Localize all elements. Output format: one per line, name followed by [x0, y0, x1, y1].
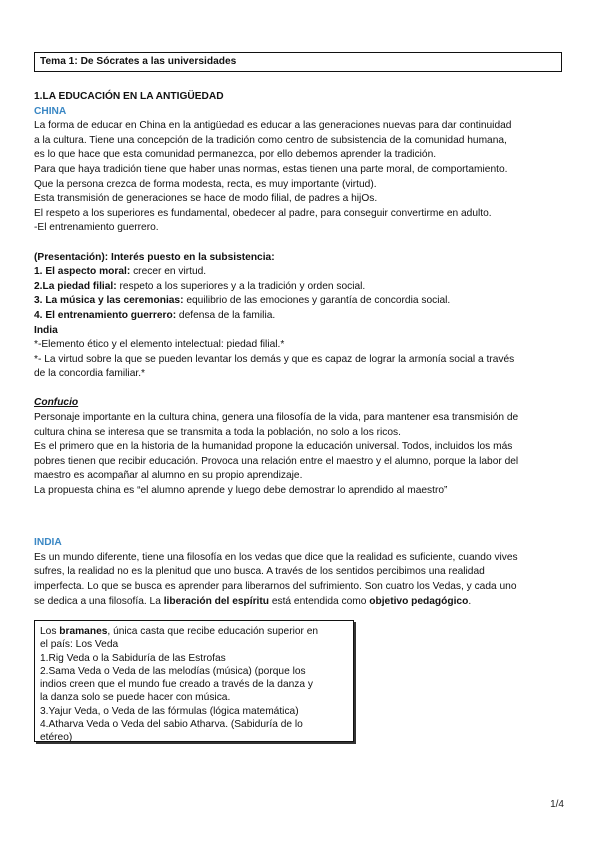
india-line: Es un mundo diferente, tiene una filosofía en los vedas que dice que la realidad es suficiente, cuando vives — [34, 551, 518, 563]
topic-title: Tema 1: De Sócrates a las universidades — [40, 56, 237, 67]
india-note-line: de la concordia familiar.* — [34, 368, 145, 380]
presentacion-item: 4. El entrenamiento guerrero: defensa de la familia. — [34, 309, 276, 321]
presentacion-item: 1. El aspecto moral: crecer en virtud. — [34, 266, 207, 278]
confucio-line: cultura china se interesa que se transmita a toda la población, no solo a los ricos. — [34, 426, 401, 438]
india-line: se dedica a una filosofía. La liberación del espíritu está entendida como objetivo pedagógico. — [34, 595, 472, 607]
china-line: -El entrenamiento guerrero. — [34, 222, 159, 234]
vedas-box-line: el país: Los Veda — [40, 639, 119, 651]
section-heading: 1.LA EDUCACIÓN EN LA ANTIGÜEDAD — [34, 91, 224, 102]
india-note-line: *- La virtud sobre la que se pueden levantar los demás y que es capaz de lograr la armonía social a través — [34, 353, 515, 365]
presentacion-heading: (Presentación): Interés puesto en la subsistencia: — [34, 251, 275, 263]
vedas-box-line: 1.Rig Veda o la Sabiduría de las Estrofas — [40, 652, 226, 664]
china-line: a la cultura. Tiene una concepción de la tradición como centro de subsistencia de la comunidad humana, — [34, 134, 507, 146]
india-note-line: *-Elemento ético y el elemento intelectual: piedad filial.* — [34, 339, 285, 351]
confucio-line: Personaje importante en la cultura china, genera una filosofía de la vida, para mantener esa transmisión de — [34, 412, 519, 424]
india-line: sufres, la realidad no es la plenitud que uno busca. A través de los sentidos percibimos una realidad — [34, 566, 485, 578]
document-body — [34, 90, 566, 609]
china-line: Esta transmisión de generaciones se hace de modo filial, de padres a hijOs. — [34, 193, 378, 205]
confucio-line: Es el primero que en la historia de la humanidad propone la educación universal. Todos, incluidos los más — [34, 441, 513, 453]
vedas-box-line: Los bramanes, única casta que recibe educación superior en — [40, 626, 319, 637]
presentacion-item: 3. La música y las ceremonias: equilibrio de las emociones y garantía de concordia social. — [34, 295, 451, 307]
china-line: Que la persona crezca de forma modesta, recta, es muy importante (virtud). — [34, 178, 377, 190]
china-line: La forma de educar en China en la antigüedad es educar a las generaciones nuevas para dar continuidad — [34, 120, 512, 132]
topic-title-box — [34, 52, 562, 72]
presentacion-item: 2.La piedad filial: respeto a los superiores y a la tradición y orden social. — [34, 280, 366, 292]
vedas-box-line: la danza solo se puede hacer con música. — [40, 692, 231, 704]
vedas-box-line: 3.Yajur Veda, o Veda de las fórmulas (lógica matemática) — [40, 705, 299, 717]
confucio-heading: Confucio — [34, 397, 79, 409]
page-number: 1/4 — [550, 799, 564, 810]
vedas-box-line: 4.Atharva Veda o Veda del sabio Atharva. (Sabiduría de lo — [40, 719, 303, 731]
vedas-box-line: etéreo) — [40, 732, 73, 744]
vedas-box-line: indios creen que el mundo fue creado a través de la danza y — [40, 679, 313, 691]
china-line: es lo que hace que esta comunidad permanezca, por ello debemos aprender la tradición. — [34, 149, 437, 161]
india-label: India — [34, 324, 58, 336]
vedas-box — [34, 620, 354, 742]
confucio-line: La propuesta china es “el alumno aprende y luego debe demostrar lo aprendido al maestro” — [34, 485, 448, 497]
china-line: Para que haya tradición tiene que haber unas normas, estas tienen una parte moral, de comportamiento. — [34, 163, 508, 175]
vedas-box-line: 2.Sama Veda o Veda de las melodías (música) (porque los — [40, 665, 306, 677]
confucio-line: pobres tienen que recibir educación. Provoca una relación entre el maestro y el alumno, porque la labor del — [34, 455, 519, 467]
china-line: El respeto a los superiores es fundamental, obedecer al padre, para conseguir convertirme en adulto. — [34, 207, 492, 219]
china-heading: CHINA — [34, 105, 67, 117]
india-heading: INDIA — [34, 537, 62, 549]
confucio-line: maestro es acompañar al alumno en su propio aprendizaje. — [34, 470, 303, 482]
india-line: imperfecta. Lo que se busca es aprender para liberarnos del sufrimiento. Son cuatro los Vedas, y cada uno — [34, 581, 517, 592]
